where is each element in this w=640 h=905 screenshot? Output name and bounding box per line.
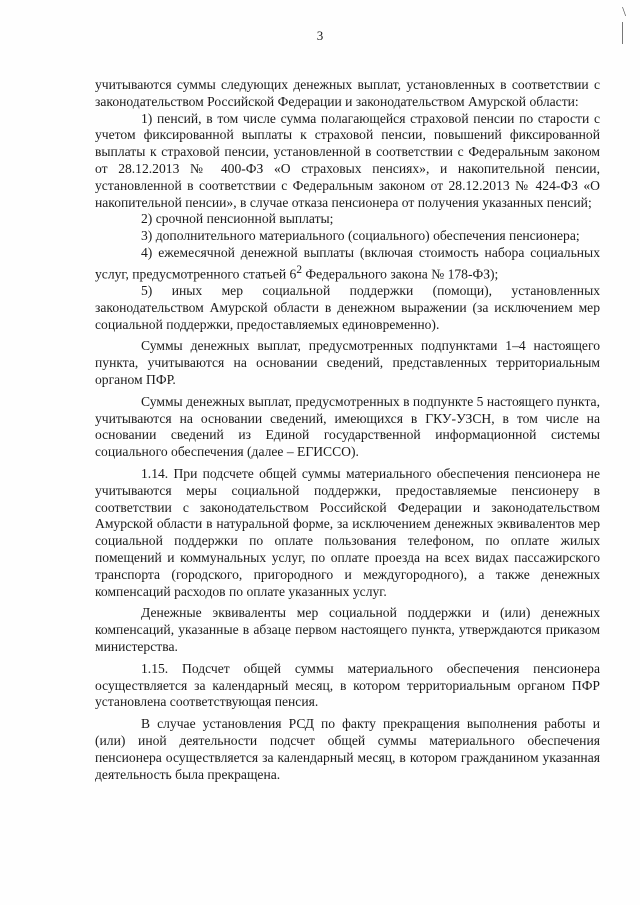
list-item-4-superscript: 2	[296, 263, 302, 276]
paragraph-rsd: В случае установления РСД по факту прекращения выполнения работы и (или) иной деятельности подсчет общей суммы материального обеспечения пенсионера осуществляется за календарный месяц, в котором гражданином указанная деятельность была прекращена.	[95, 716, 600, 782]
list-item-4-tail: Федерального закона № 178-ФЗ);	[302, 266, 499, 282]
paragraph-intro: учитываются суммы следующих денежных выплат, установленных в соответствии с законодательством Российской Федерации и законодательством Амурской области:	[95, 77, 600, 109]
paragraph-1-14: 1.14. При подсчете общей суммы материального обеспечения пенсионера не учитываются меры социальной поддержки, предоставляемые пенсионеру в соответствии с законодательством Российской Федерации и законодательством Амурской области в натуральной форме, за исключением денежных эквивалентов мер социальной поддержки по оплате пользования телефоном, по оплате жилых помещений и коммунальных услуг, по оплате проезда на всех видах пассажирского транспорта (городского, пригородного и междугородного), а также денежных компенсаций расходов по оплате указанных услуг.	[95, 466, 600, 599]
scan-mark: \	[622, 5, 626, 20]
paragraph-1-15: 1.15. Подсчет общей суммы материального обеспечения пенсионера осуществляется за календарный месяц, в котором территориальным органом ПФР установлена соответствующая пенсия.	[95, 660, 600, 710]
paragraph-sums-1-4: Суммы денежных выплат, предусмотренных подпунктами 1–4 настоящего пункта, учитываются на основании сведений, представленных территориальным органом ПФР.	[95, 338, 600, 388]
paragraph-sums-5: Суммы денежных выплат, предусмотренных в подпункте 5 настоящего пункта, учитываются на основании сведений, имеющихся в ГКУ-УЗСН, в том числе на основании сведений из Единой государственной информационной системы социального обеспечения (далее – ЕГИССО).	[95, 393, 600, 460]
paragraph-equivalents: Денежные эквиваленты мер социальной поддержки и (или) денежных компенсаций, указанные в абзаце первом настоящего пункта, утверждаются приказом министерства.	[95, 605, 600, 655]
page-number: 3	[316, 28, 324, 43]
list-item-4-text: 4) ежемесячной денежной выплаты (включая стоимость набора социальных услуг, предусмотренного статьей 6	[95, 244, 600, 282]
document-body	[95, 77, 600, 783]
list-item-1: 1) пенсий, в том числе сумма полагающейся страховой пенсии по старости с учетом фиксированной выплаты к страховой пенсии, повышений фиксированной выплаты к страховой пенсии, установленной в соответствии с Федеральным законом от 28.12.2013 № 400-ФЗ «О страховых пенсиях», и накопительной пенсии, установленной в соответствии с Федеральным законом от 28.12.2013 № 424-ФЗ «О накопительной пенсии», в случае отказа пенсионера от получения указанных пенсий;	[95, 110, 600, 210]
list-item-5: 5) иных мер социальной поддержки (помощи), установленных законодательством Амурской области в денежном выражении (за исключением мер социальной поддержки, предоставляемых единовременно).	[95, 283, 600, 332]
list-item-2: 2) срочной пенсионной выплаты;	[141, 211, 334, 227]
list-item-4	[95, 245, 600, 283]
list-item-3: 3) дополнительного материального (социального) обеспечения пенсионера;	[141, 228, 580, 244]
